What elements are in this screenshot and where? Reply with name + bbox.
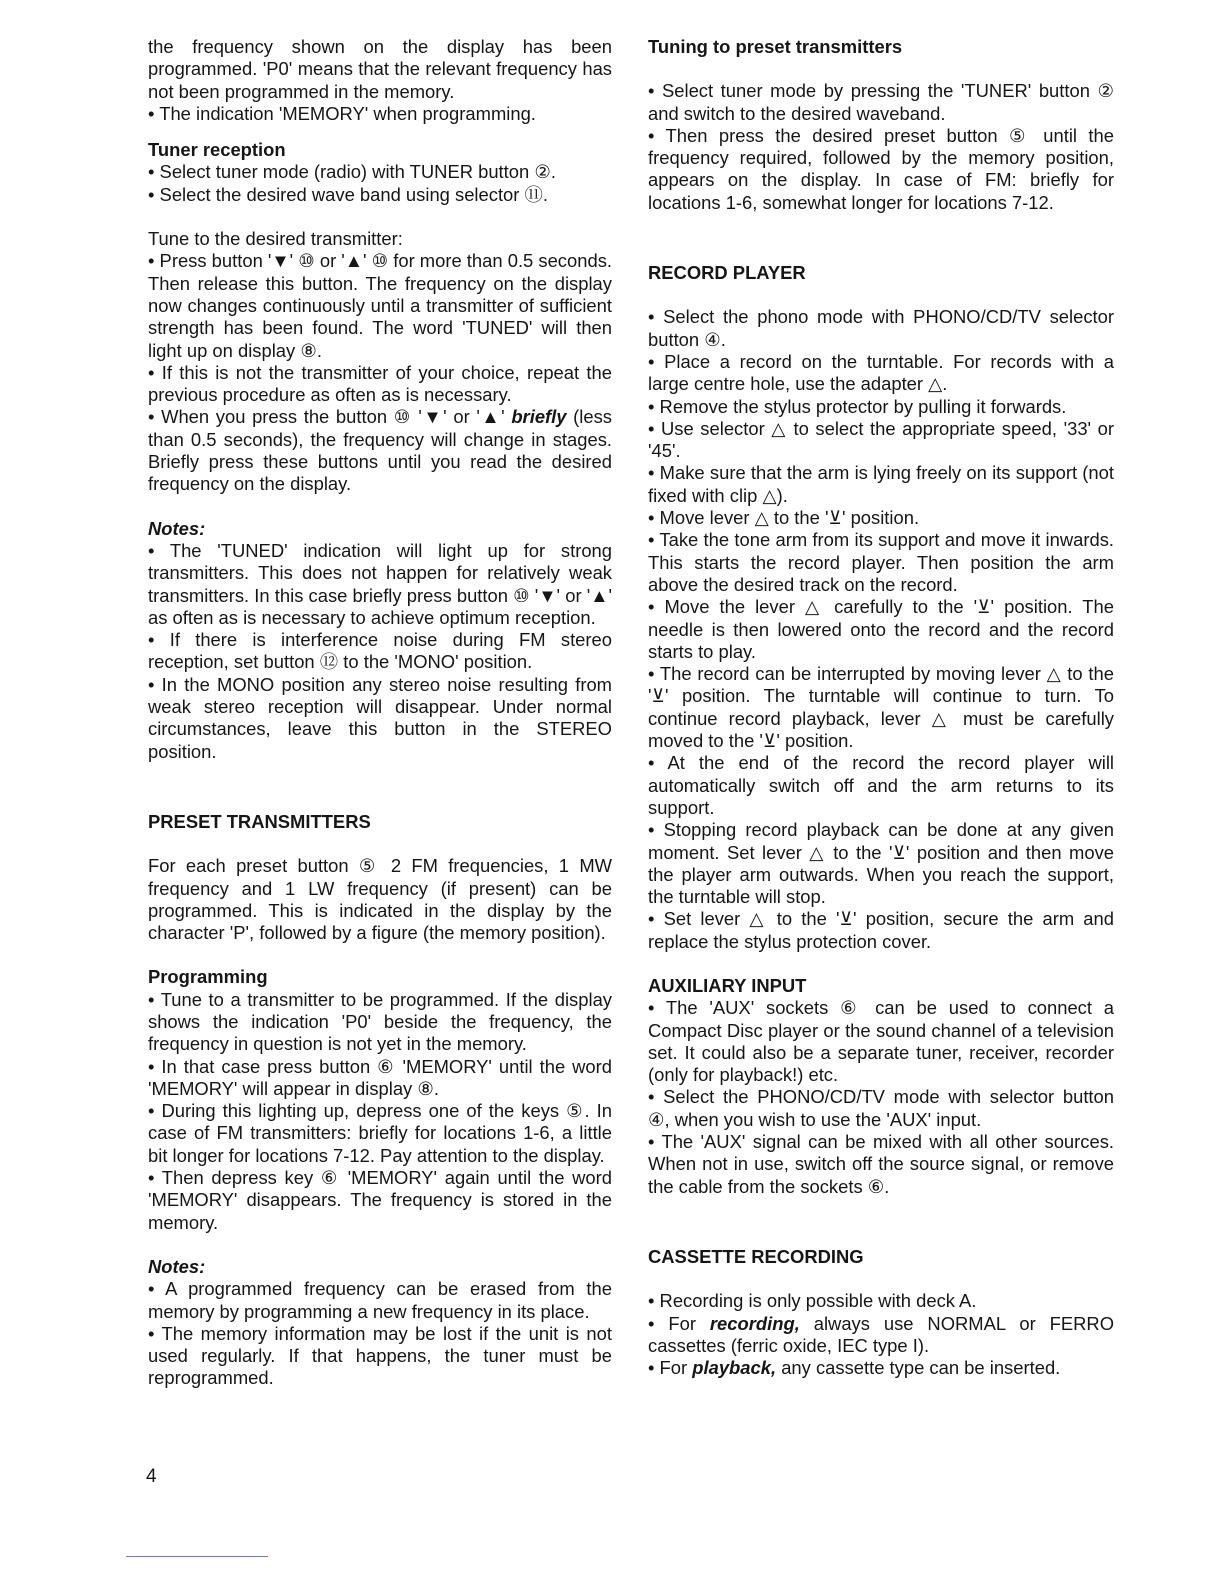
- list-item: • Then press the desired preset button ⑤ until the frequency required, followed by the memory position, appears on the display. In case of FM: briefly for locations 1-6, somewhat longer for locations 7-12.: [648, 124, 1114, 213]
- list-item: • Recording is only possible with deck A.: [648, 1290, 977, 1312]
- auxiliary-input-heading: AUXILIARY INPUT: [648, 974, 807, 996]
- list-item: • For recording, always use NORMAL or FERRO cassettes (ferric oxide, IEC type I).: [648, 1312, 1114, 1356]
- list-item: • During this lighting up, depress one of the keys ⑤. In case of FM transmitters: briefly for locations 1-6, a little bit longer for locations 7-12. Pay attention to the display.: [148, 1100, 612, 1166]
- record-player-heading: RECORD PLAYER: [648, 262, 806, 284]
- briefly-emphasis: briefly: [511, 406, 567, 428]
- programming-heading: Programming: [148, 966, 268, 988]
- list-item: • At the end of the record the record player will automatically switch off and the arm returns to its support.: [648, 752, 1114, 818]
- list-item: • Move lever △ to the '⊻' position.: [648, 507, 920, 529]
- intro-paragraph: the frequency shown on the display has been programmed. 'P0' means that the relevant frequency has not been programmed in the memory.: [148, 36, 612, 102]
- list-item: • Then depress key ⑥ 'MEMORY' again until the word 'MEMORY' disappears. The frequency is stored in the memory.: [148, 1167, 612, 1233]
- list-item: • Select the PHONO/CD/TV mode with selector button ④, when you wish to use the 'AUX' input.: [648, 1086, 1114, 1130]
- list-item: • Use selector △ to select the appropriate speed, '33' or '45'.: [648, 417, 1114, 462]
- tuner-reception-heading: Tuner reception: [148, 139, 286, 161]
- list-item: • The 'AUX' signal can be mixed with all other sources. When not in use, switch off the source signal, or remove the cable from the sockets ⑥.: [648, 1131, 1114, 1197]
- recording-emphasis: recording,: [709, 1312, 800, 1334]
- list-item: • The 'AUX' sockets ⑥ can be used to connect a Compact Disc player or the sound channel of a television set. It could also be a separate tuner, receiver, recorder (only for playback!) etc.: [648, 997, 1114, 1086]
- notes-heading: Notes:: [148, 517, 206, 539]
- left-column: [148, 36, 612, 1390]
- list-item: • Select tuner mode by pressing the 'TUNER' button ② and switch to the desired waveband.: [648, 80, 1114, 124]
- list-item: • If there is interference noise during FM stereo reception, set button ⑫ to the 'MONO' position.: [148, 629, 612, 673]
- list-item: • Set lever △ to the '⊻' position, secure the arm and replace the stylus protection cover.: [648, 908, 1114, 952]
- list-item: • Remove the stylus protector by pulling it forwards.: [648, 395, 1067, 417]
- list-item: • Take the tone arm from its support and move it inwards. This starts the record player. Then position the arm above the desired track on the record.: [648, 529, 1114, 595]
- cassette-recording-heading: CASSETTE RECORDING: [648, 1245, 864, 1267]
- list-item: • Move the lever △ carefully to the '⊻' position. The needle is then lowered onto the record and the record starts to play.: [648, 596, 1114, 662]
- right-column: [648, 36, 1114, 1379]
- list-item: • Stopping record playback can be done at any given moment. Set lever △ to the '⊻' position and then move the player arm outwards. When you reach the support, the turntable will stop.: [648, 819, 1114, 908]
- list-item: • Make sure that the arm is lying freely on its support (not fixed with clip △).: [648, 462, 1114, 506]
- list-item: • The record can be interrupted by moving lever △ to the '⊻' position. The turntable will continue to turn. To continue record playback, lever △ must be carefully moved to the '⊻' position.: [648, 663, 1114, 752]
- list-item: • Tune to a transmitter to be programmed. If the display shows the indication 'P0' beside the frequency, the frequency in question is not yet in the memory.: [148, 988, 612, 1055]
- list-item: • A programmed frequency can be erased from the memory by programming a new frequency in its place.: [148, 1278, 612, 1322]
- tune-intro: Tune to the desired transmitter:: [148, 228, 403, 250]
- tuning-preset-heading: Tuning to preset transmitters: [648, 36, 903, 57]
- list-item: • In the MONO position any stereo noise resulting from weak stereo reception will disappear. Under normal circumstances, leave this button in the STEREO position.: [148, 673, 612, 762]
- list-item: • Select the phono mode with PHONO/CD/TV selector button ④.: [648, 306, 1114, 350]
- playback-emphasis: playback,: [692, 1357, 777, 1379]
- list-item: • Place a record on the turntable. For records with a large centre hole, use the adapter △.: [648, 350, 1114, 395]
- list-item: • The 'TUNED' indication will light up for strong transmitters. This does not happen for relatively weak transmitters. In this case briefly press button ⑩ '▼' or '▲' as often as is necessary to achieve optimum reception.: [148, 539, 612, 628]
- preset-paragraph: For each preset button ⑤ 2 FM frequencies, 1 MW frequency and 1 LW frequency (if present) can be programmed. This is indicated in the display by the character 'P', followed by a figure (the memory position).: [148, 855, 612, 944]
- preset-transmitters-heading: PRESET TRANSMITTERS: [148, 810, 371, 832]
- page-number: 4: [146, 1466, 157, 1487]
- list-item: • Press button '▼' ⑩ or '▲' ⑩ for more than 0.5 seconds. Then release this button. The frequency on the display now changes continuously until a transmitter of sufficient strength has been found. The word 'TUNED' will then light up on display ⑧.: [148, 250, 612, 361]
- list-item: • In that case press button ⑥ 'MEMORY' until the word 'MEMORY' will appear in display ⑧.: [148, 1055, 612, 1099]
- list-item: • Select the desired wave band using selector ⑪.: [148, 183, 549, 205]
- list-item: • The memory information may be lost if the unit is not used regularly. If that happens, the tuner must be reprogrammed.: [148, 1322, 612, 1389]
- list-item: • If this is not the transmitter of your choice, repeat the previous procedure as often as is necessary.: [148, 361, 612, 406]
- briefly-paragraph: • When you press the button ⑩ '▼' or '▲' briefly (less than 0.5 seconds), the frequency will change in stages. Briefly press these buttons until you read the desired frequency on the display.: [148, 406, 612, 495]
- list-item: • Select tuner mode (radio) with TUNER button ②.: [148, 161, 556, 183]
- notes-heading: Notes:: [148, 1255, 206, 1277]
- list-item: • For playback, any cassette type can be inserted.: [648, 1357, 1061, 1379]
- intro-bullet: • The indication 'MEMORY' when programming.: [148, 102, 536, 124]
- footer-rule: [126, 1556, 268, 1557]
